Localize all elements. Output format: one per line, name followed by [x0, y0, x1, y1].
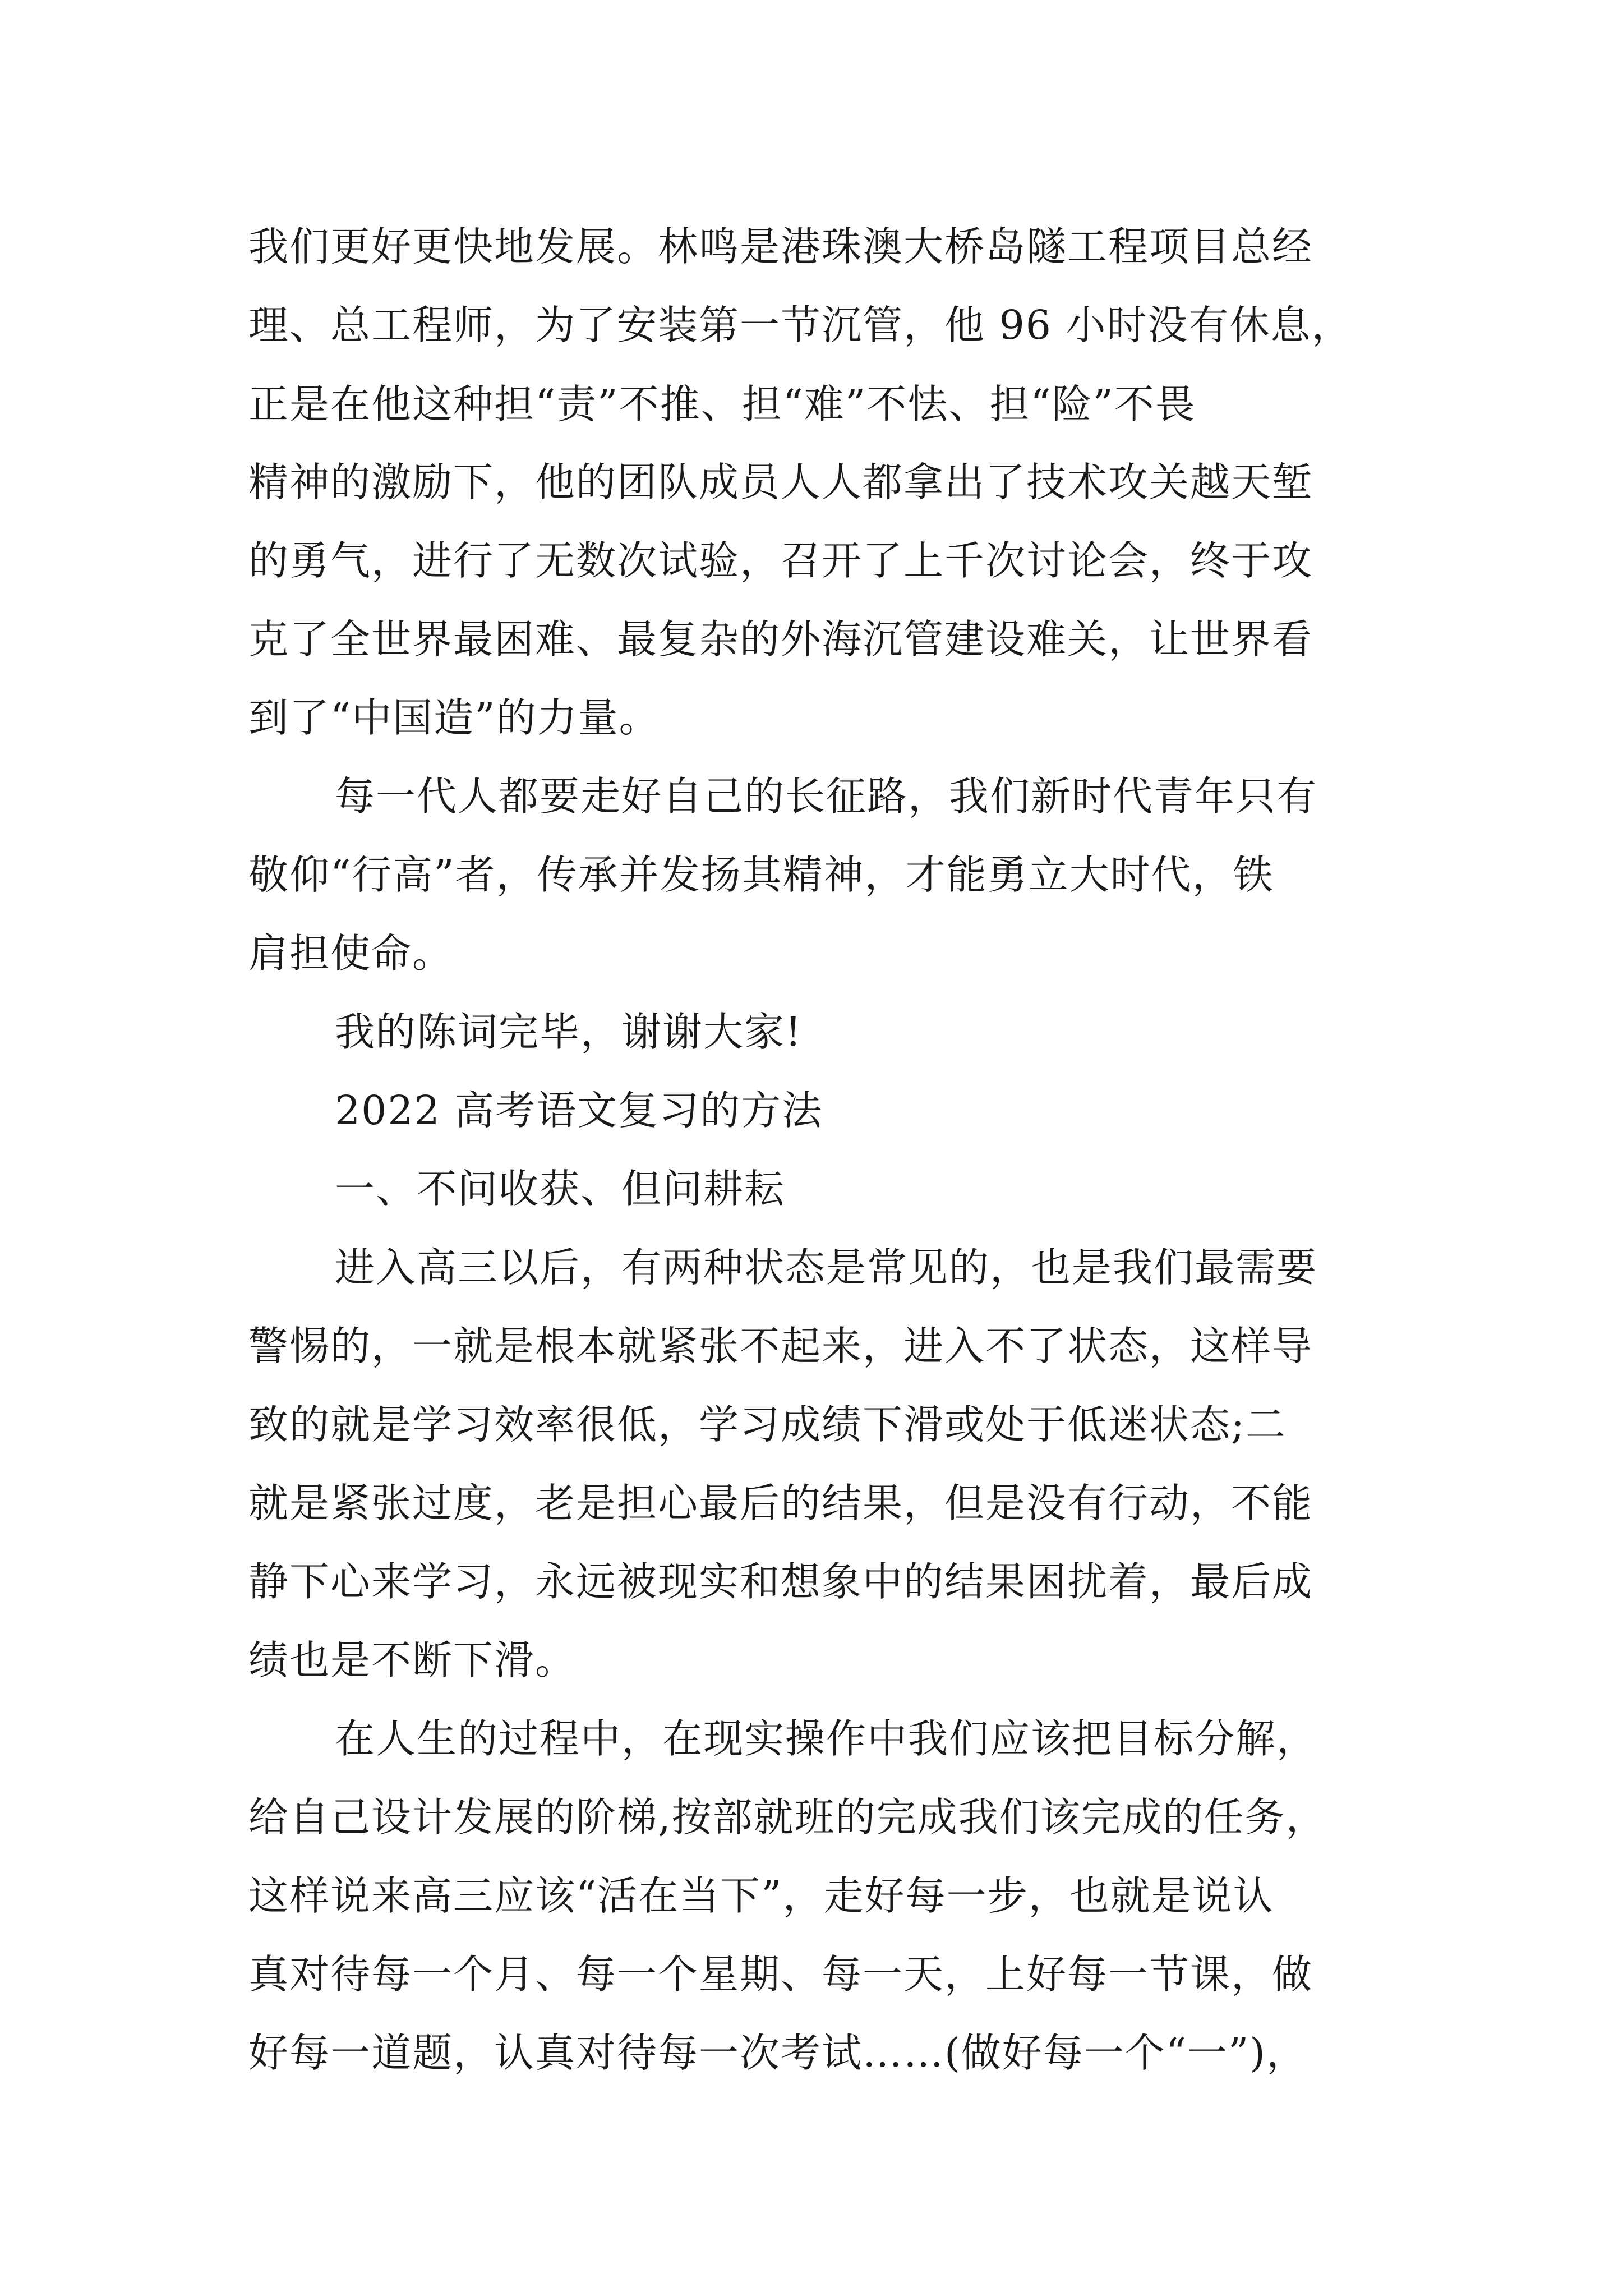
text-line: 一、不问收获、但问耕耘: [335, 1166, 786, 1212]
text-line: 这样说来高三应该“活在当下”，走好每一步，也就是说认: [248, 1872, 1274, 1919]
text-line: 精神的激励下，他的团队成员人人都拿出了技术攻关越天堑: [248, 459, 1313, 505]
text-line: 2022 高考语文复习的方法: [335, 1087, 823, 1134]
text-line: 进入高三以后，有两种状态是常见的，也是我们最需要: [335, 1244, 1318, 1291]
text-line: 到了“中国造”的力量。: [248, 694, 660, 741]
text-line: 我的陈词完毕，谢谢大家!: [335, 1009, 803, 1055]
text-line: 每一代人都要走好自己的长征路，我们新时代青年只有: [335, 773, 1318, 820]
text-line: 静下心来学习，永远被现实和想象中的结果困扰着，最后成: [248, 1558, 1313, 1605]
text-line: 正是在他这种担“责”不推、担“难”不怯、担“险”不畏: [248, 381, 1196, 427]
text-line: 警惕的，一就是根本就紧张不起来，进入不了状态，这样导: [248, 1323, 1313, 1369]
text-line: 肩担使命。: [248, 930, 454, 977]
text-line: 真对待每一个月、每一个星期、每一天，上好每一节课，做: [248, 1951, 1313, 1998]
text-line: 克了全世界最困难、最复杂的外海沉管建设难关，让世界看: [248, 616, 1313, 662]
text-line: 我们更好更快地发展。林鸣是港珠澳大桥岛隧工程项目总经: [248, 223, 1313, 270]
text-line: 绩也是不断下滑。: [248, 1637, 577, 1683]
text-line: 敬仰“行高”者，传承并发扬其精神，才能勇立大时代，铁: [248, 852, 1274, 898]
text-line: 理、总工程师，为了安装第一节沉管，他 96 小时没有休息，: [248, 302, 1353, 348]
text-line: 好每一道题，认真对待每一次考试……(做好每一个“一”)，: [248, 2030, 1307, 2076]
text-line: 致的就是学习效率很低，学习成绩下滑或处于低迷状态;二: [248, 1401, 1287, 1448]
text-line: 就是紧张过度，老是担心最后的结果，但是没有行动，不能: [248, 1480, 1313, 1526]
text-line: 给自己设计发展的阶梯,按部就班的完成我们该完成的任务，: [248, 1794, 1327, 1841]
text-line: 在人生的过程中，在现实操作中我们应该把目标分解，: [335, 1715, 1318, 1762]
text-line: 的勇气，进行了无数次试验，召开了上千次讨论会，终于攻: [248, 537, 1313, 584]
